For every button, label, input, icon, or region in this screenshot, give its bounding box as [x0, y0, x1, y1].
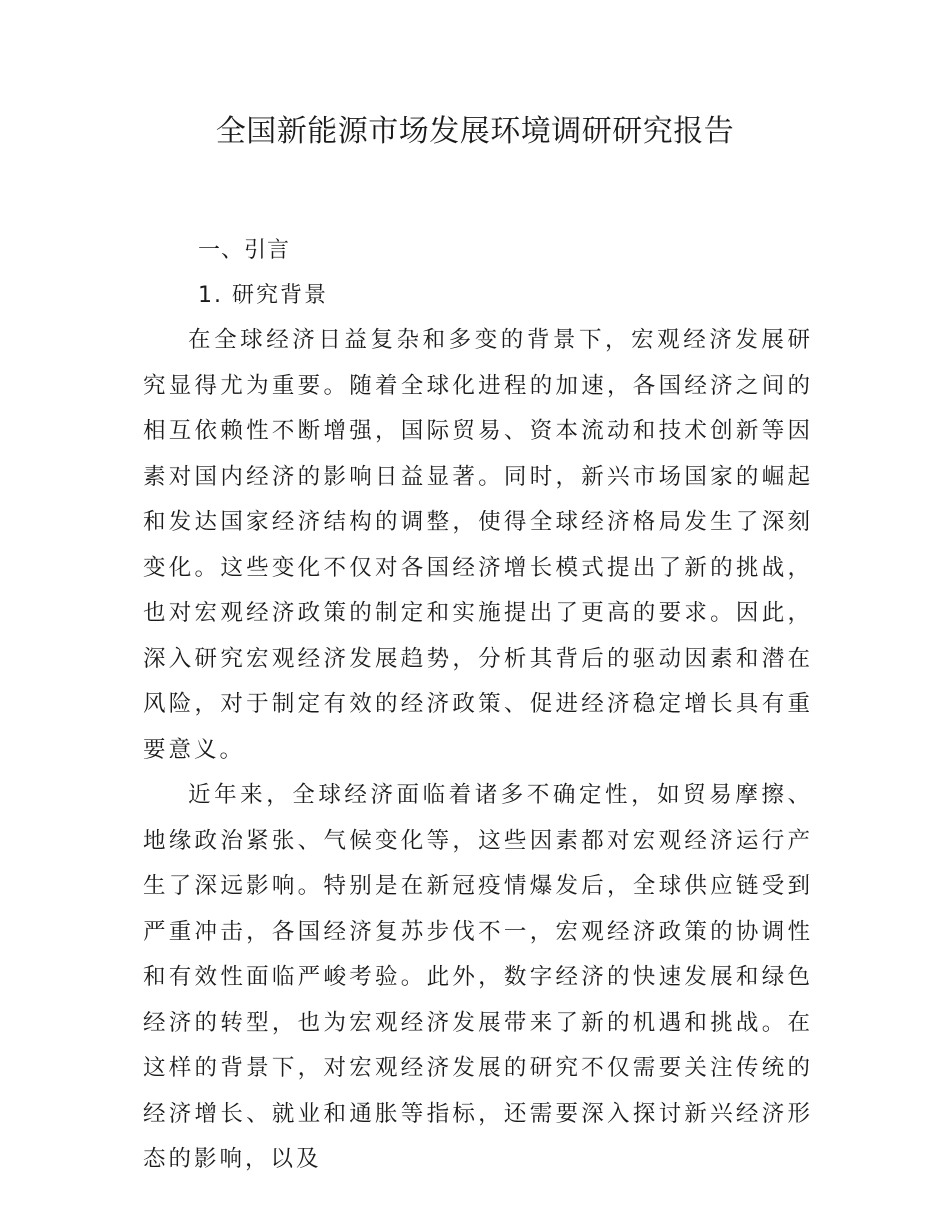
- section-heading: 一、引言: [198, 238, 291, 263]
- body-paragraph-2: 近年来，全球经济面临着诸多不确定性，如贸易摩擦、地缘政治紧张、气候变化等，这些因素都对宏观经济运行产生了深远影响。特别是在新冠疫情爆发后，全球供应链受到严重冲击，各国经济复苏步伐不一，宏观经济政策的协调性和有效性面临严峻考验。此外，数字经济的快速发展和绿色经济的转型，也为宏观经济发展带来了新的机遇和挑战。在这样的背景下，对宏观经济发展的研究不仅需要关注传统的经济增长、就业和通胀等指标，还需要深入探讨新兴经济形态的影响，以及: [143, 782, 813, 1172]
- body-paragraph-1: 在全球经济日益复杂和多变的背景下，宏观经济发展研究显得尤为重要。随着全球化进程的加速，各国经济之间的相互依赖性不断增强，国际贸易、资本流动和技术创新等因素对国内经济的影响日益显著。同时，新兴市场国家的崛起和发达国家经济结构的调整，使得全球经济格局发生了深刻变化。这些变化不仅对各国经济增长模式提出了新的挑战，也对宏观经济政策的制定和实施提出了更高的要求。因此，深入研究宏观经济发展趋势，分析其背后的驱动因素和潜在风险，对于制定有效的经济政策、促进经济稳定增长具有重要意义。: [143, 327, 813, 763]
- document-title: 全国新能源市场发展环境调研研究报告: [215, 114, 735, 149]
- document-body: [143, 228, 813, 1183]
- subsection-heading: 1. 研究背景: [198, 283, 328, 308]
